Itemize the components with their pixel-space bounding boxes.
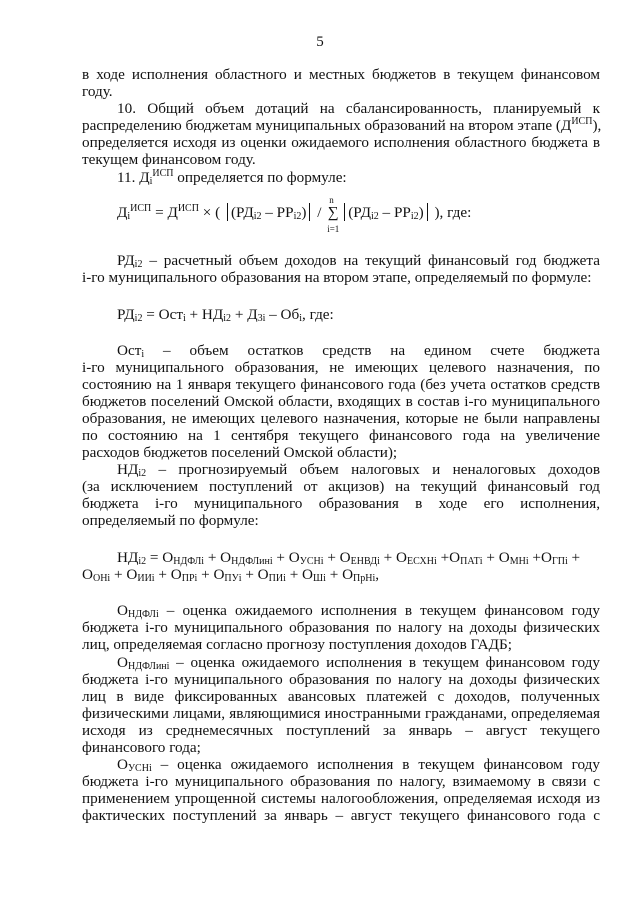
formula-subscript: i2 [138,556,147,567]
ost-definition-line: i-го муниципального образования, не имеющих целевого назначения, по [82,359,600,376]
ondflin-definition-line: бюджета i-го муниципального образования по налогу на доходы физических [82,671,600,688]
formula-term: +О [528,549,552,566]
formula-term: + О [323,549,351,566]
formula-term: +О [436,549,461,566]
formula-subscript: ПИi [268,573,286,584]
formula-term: + О [482,549,510,566]
page-number: 5 [316,34,324,50]
formula-rd: $РД_{i2} = Ост_i + НД_{i2} + Д_{3i} - Об_i$, где: [117,306,334,324]
formula-term: = О [146,549,174,566]
formula-term: + О [272,549,300,566]
ondflin-definition-line: лиц в виде фиксированных авансовых платежей с доходов, полученных [82,688,600,705]
text-line: в ходе исполнения областного и местных бюджетов в текущем финансовом [82,66,600,83]
rd-definition-line: $РД_{i2}$ – расчетный объем доходов на текущий финансовый год бюджета [117,252,600,270]
ondflin-definition-line: исходя из среднемесячных поступлений за январь – август текущего [82,722,600,739]
formula-term: + О [204,549,232,566]
item-10-line: определяется исходя из оценки ожидаемого исполнения областного бюджета в [82,134,600,151]
formula-dotation: $Д_i^{ИСП} = Д^{ИСП}$ × ( $(РД_{i2} - РР_{i2})$ / n ∑ i=1 $(РД_{i2} - РР_{i2})$ ), где: [117,195,472,234]
formula-term: + О [325,566,354,583]
nd-definition-line: определяемый по формуле: [82,512,259,529]
ost-definition-line: состоянию на 1 января текущего финансового года (без учета остатков средств [82,376,600,393]
formula-subscript: НДФЛинi [231,556,273,567]
nd-definition-line: бюджета i-го муниципального образования в ходе его исполнения, [82,495,600,512]
formula-term: НД [117,549,139,566]
ost-definition-line: по состоянию на 1 сентября текущего финансового года на увеличение [82,427,600,444]
ost-definition-line: образования, не имеющих целевого назначения, которые не были направлены [82,410,600,427]
formula-nd-line-2 [82,567,379,583]
item-10-line: 10. Общий объем дотаций на сбалансированность, планируемый к [117,100,600,117]
item-11-line: 11. $Д_i^{ИСП}$ определяется по формуле: [117,168,347,187]
formula-subscript: ЕСХНi [407,556,437,567]
formula-subscript: УСНi [299,556,324,567]
rd-definition-line: i-го муниципального образования на втором этапе, определяемый по формуле: [82,269,592,286]
formula-subscript: НДФЛi [173,556,205,567]
formula-subscript: ЕНВДi [350,556,380,567]
formula-nd-line-1 [117,550,580,566]
formula-term: + [567,549,581,566]
formula-term: О [82,566,93,583]
formula-term: + О [285,566,314,583]
formula-term: + О [197,566,225,583]
formula-subscript: МНi [509,556,529,567]
formula-subscript: ПРi [181,573,198,584]
item-10-line: текущем финансовом году. [82,151,256,168]
text-line: году. [82,83,113,100]
ousn-definition-line: $О_{УСНi}$ – оценка ожидаемого исполнения в текущем финансовом году [117,756,600,774]
ondflin-definition-line: $О_{НДФЛинi}$ – оценка ожидаемого исполнения в текущем финансовом году [117,654,600,672]
ousn-definition-line: фактических поступлений за январь – август текущего финансового года с [82,807,600,824]
ondfl-definition-line: лиц, определяемая согласно прогнозу поступления доходов ГАДБ; [82,636,512,653]
formula-subscript: ОНi [92,573,111,584]
formula-term: + О [241,566,269,583]
formula-term: , [375,566,380,583]
nd-definition-line: (за исключением поступлений от акцизов) на текущий финансовый год [82,478,600,495]
formula-subscript: ИИi [137,573,155,584]
formula-term: + О [154,566,182,583]
nd-definition-line: $НД_{i2}$ – прогнозируемый объем налоговых и неналоговых доходов [117,461,600,479]
formula-term: + О [379,549,408,566]
formula-subscript: Шi [313,573,326,584]
ost-definition-line: расходов бюджетов поселений Омской области); [82,444,398,461]
formula-subscript: ПУi [224,573,242,584]
ousn-definition-line: применением упрощенной системы налогообложения, определяемая исходя из [82,790,600,807]
ondflin-definition-line: физическими лицами, являющимися иностранными гражданами, определяемая [82,705,600,722]
formula-subscript: ПАТi [460,556,483,567]
ondfl-definition-line: бюджета i-го муниципального образования по налогу на доходы физических [82,619,600,636]
formula-term: + О [110,566,138,583]
ost-definition-line: Ост$_i$ – объем остатков средств на едином счете бюджета [117,342,600,360]
formula-subscript: ПрНi [353,573,376,584]
ondfl-definition-line: $О_{НДФЛi}$ – оценка ожидаемого исполнения в текущем финансовом году [117,602,600,620]
ost-definition-line: бюджетов поселений Омской области, входящих в состав i-го муниципального [82,393,600,410]
ondflin-definition-line: финансового года; [82,739,201,756]
item-10-line: распределению бюджетам муниципальных образований на втором этапе $(Д^{ИСП})$, [82,116,602,134]
formula-subscript: ГПi [551,556,568,567]
ousn-definition-line: бюджета i-го муниципального образования по налогу, взимаемому в связи с [82,773,600,790]
